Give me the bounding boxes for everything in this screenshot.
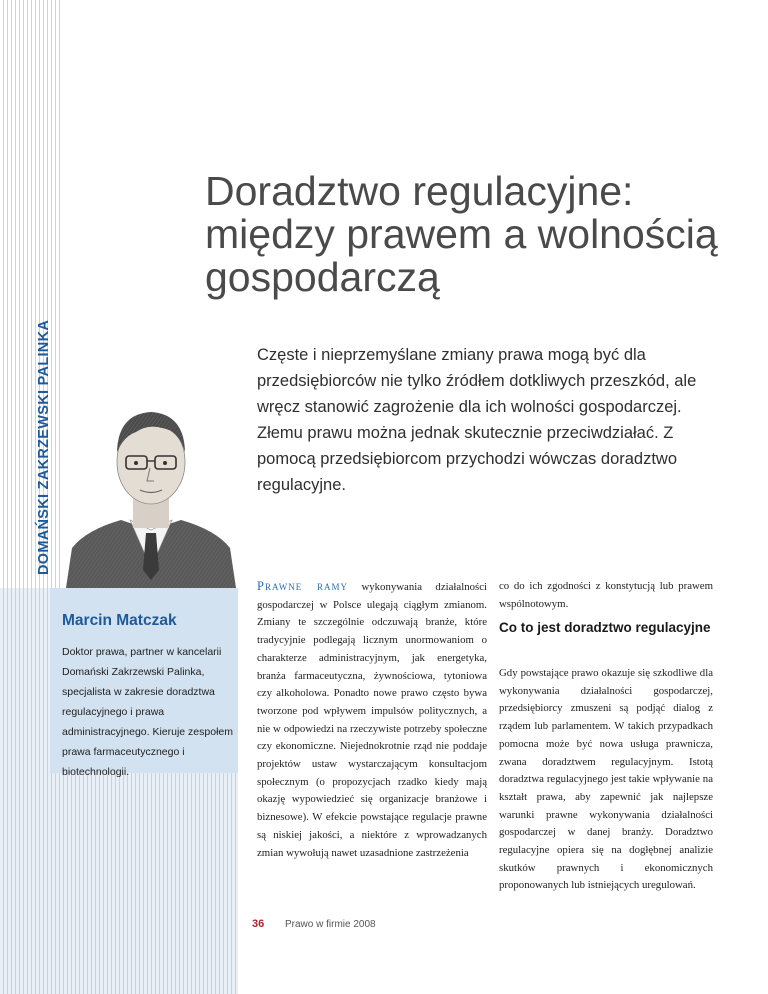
column-1-text: wykonywania działalności gospodarczej w Polsce ulegają ciągłym zmianom. Zmiany te szczególnie odczuwają branże, które tradycyjnie podlegają licznym unormowaniom o charakterze administracyjnym, jak energetyka, branża farmaceutyczna, żywnościowa, tytoniowa czy alkoholowa. Ponadto nowe prawo często bywa tworzone pod wpływem impulsów politycznych, a nie w odpowiedzi na rzeczywiste potrzeby społeczne czy ekonomiczne. Niejednokrotnie rząd nie poddaje projektów ustaw wystarczającym konsultacjom społecznym (o propozycjach rzadko kiedy mają okazję wypowiedzieć się organizacje branżowe i biznesowe). W efekcie powstające regulacje prawne są niskiej jakości, a niektóre z wprowadzanych zmian wywołują nawet uzasadnione zastrzeżenia	[257, 581, 487, 859]
section-heading: Co to jest doradztwo regulacyjne	[499, 620, 711, 635]
lead-in-caps: Prawne ramy	[257, 579, 349, 593]
page-number: 36	[252, 918, 265, 930]
article-column-1	[257, 578, 487, 862]
author-bio: Doktor prawa, partner w kancelarii Domański Zakrzewski Palinka, specjalista w zakresie doradztwa regulacyjnego i prawa administracyjnego. Kieruje zespołem prawa farmaceutycznego i biotechnologii.	[62, 646, 233, 778]
firm-name-vertical: DOMAŃSKI ZAKRZEWSKI PALINKA	[36, 319, 52, 575]
article-title: Doradztwo regulacyjne: między prawem a wolnością gospodarczą	[205, 168, 718, 300]
author-portrait	[66, 380, 236, 588]
article-column-2-body: Gdy powstające prawo okazuje się szkodliwe dla wykonywania działalności gospodarczej, przedsiębiorcy zmuszeni są podjąć dialog z rządem lub parlamentem. W takich przypadkach pomocna może być nowa usługa prawnicza, zwana doradztwem regulacyjnym. Istotą doradztwa regulacyjnego jest takie wpływanie na kształt prawa, aby zapewnić jak najlepsze warunki prawne wykonywania działalności gospodarczej w danej branży. Doradztwo regulacyjne opiera się na dogłębnej analizie skutków prawnych i ekonomicznych proponowanych lub istniejących uregulowań.	[499, 667, 713, 892]
article-lead: Częste i nieprzemyślane zmiany prawa mogą być dla przedsiębiorców nie tylko źródłem dotkliwych przeszkód, ale wręcz stanowić zagrożenie dla ich wolności gospodarczej. Złemu prawu można jednak skutecznie przeciwdziałać. Z pomocą przedsiębiorcom przychodzi wówczas doradztwo regulacyjne.	[257, 346, 697, 494]
author-name: Marcin Matczak	[62, 612, 177, 629]
article-column-2-top: co do ich zgodności z konstytucją lub prawem wspólnotowym.	[499, 580, 713, 610]
publication-title: Prawo w firmie 2008	[285, 919, 376, 930]
